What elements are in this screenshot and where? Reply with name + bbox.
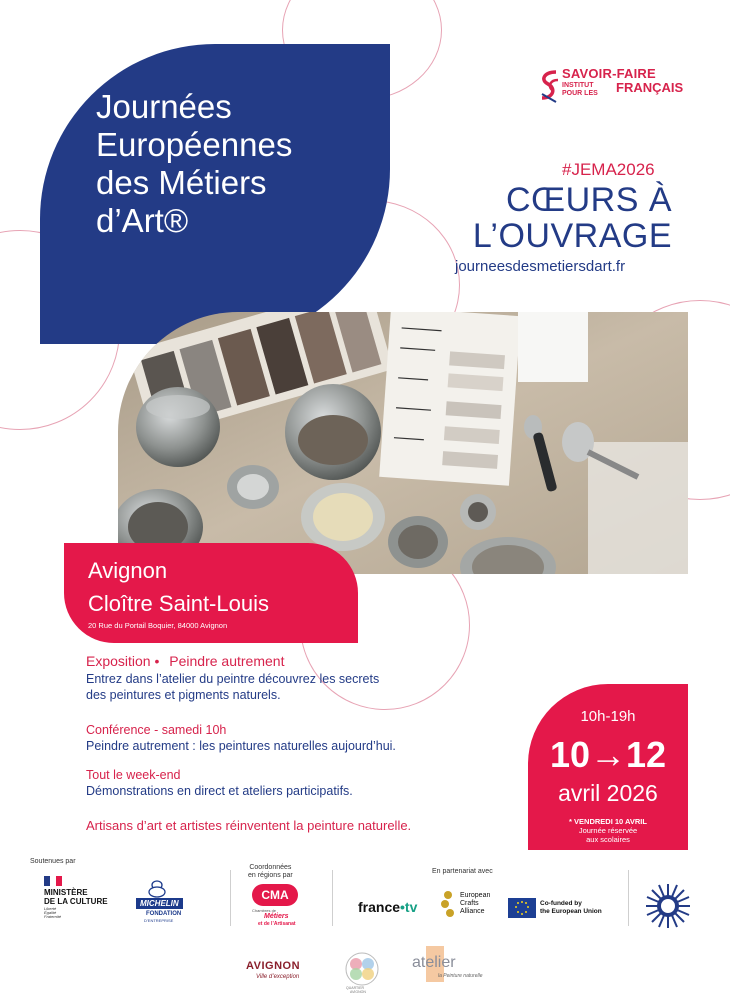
weekend-desc: Démonstrations en direct et ateliers participatifs. — [86, 784, 353, 798]
school-day-note-line1: Journée réservée — [578, 826, 638, 835]
france-tv-dot: •tv — [400, 899, 418, 915]
ministere-line2: DE LA CULTURE — [44, 897, 108, 906]
workshop-photo — [118, 312, 688, 574]
france-tv-wordmark: france — [358, 899, 401, 915]
eca-line1: European — [460, 892, 491, 899]
michelin-man-icon — [146, 880, 168, 898]
french-flag-icon — [44, 876, 62, 886]
fondation-line1: FONDATION — [146, 911, 182, 917]
address: 20 Rue du Portail Boquier, 84000 Avignon — [88, 621, 228, 630]
fondation-line2: D’ENTREPRISE — [144, 918, 174, 923]
paint-workshop-illustration — [118, 312, 688, 574]
savoir-faire-swirl-icon — [538, 68, 560, 106]
school-day-note — [528, 826, 688, 844]
title-line: d’Art® — [96, 202, 189, 239]
venue: Cloître Saint-Louis — [88, 591, 269, 616]
avignon-sub: Ville d’exception — [256, 974, 300, 980]
cma-logo — [252, 884, 312, 928]
conference-label: Conférence - samedi 10h — [86, 723, 227, 737]
cma-wordmark: CMA — [252, 884, 298, 906]
logo-line3: FRANÇAIS — [616, 80, 684, 95]
atelier-logo — [412, 946, 492, 986]
coordinated-label-line2: en régions par — [248, 872, 293, 879]
slogan-line1: CŒURS À — [506, 181, 672, 219]
hashtag: #JEMA2026 — [562, 160, 655, 179]
school-day-note-title: * VENDREDI 10 AVRIL — [569, 817, 647, 826]
event-title — [96, 88, 292, 240]
city: Avignon — [88, 558, 168, 583]
ministere-motto1: Liberté — [44, 906, 57, 911]
logo-line2 — [562, 82, 598, 98]
exposition-heading — [86, 654, 284, 669]
partnership-label: En partenariat avec — [432, 868, 493, 875]
footer-divider — [628, 870, 629, 926]
michelin-fondation-logo — [136, 880, 222, 924]
exposition-title: Peindre autrement — [169, 653, 285, 669]
starburst-seal-icon — [644, 882, 692, 930]
slogan — [466, 182, 672, 254]
date-range: 10→12 — [549, 734, 667, 775]
logo-line2a: INSTITUT — [562, 82, 594, 89]
opening-hours: 10h-19h — [580, 708, 636, 725]
ministere-motto3: Fraternité — [44, 914, 62, 919]
coordinated-label — [248, 864, 293, 880]
eca-line2: Crafts — [460, 900, 479, 907]
michelin-wordmark: MICHELIN — [136, 898, 183, 909]
conference-desc: Peindre autrement : les peintures naturelles aujourd’hui. — [86, 739, 396, 753]
title-line: Européennes — [96, 126, 293, 163]
quartier-emblem-icon — [342, 952, 382, 986]
exposition-desc-line1: Entrez dans l’atelier du peintre découvrez les secrets — [86, 672, 380, 686]
avignon-logo — [246, 960, 316, 988]
month-year: avril 2026 — [558, 780, 658, 806]
exposition-desc-line2: des peintures et pigments naturels. — [86, 688, 281, 702]
france-tv-logo — [358, 899, 417, 915]
ministere-culture-logo — [44, 876, 124, 919]
european-crafts-alliance-logo — [440, 890, 504, 924]
crafts-alliance-icon — [440, 890, 456, 922]
savoir-faire-logo — [538, 66, 684, 110]
website-link[interactable]: journeesdesmetiersdart.fr — [455, 258, 626, 275]
coordinated-label-line1: Coordonnées — [249, 864, 292, 871]
cma-sub1: Chambres de — [252, 908, 277, 913]
title-line: des Métiers — [96, 164, 267, 201]
ministere-line1: MINISTÈRE — [44, 888, 88, 897]
avignon-wordmark: AVIGNON — [246, 960, 301, 972]
eu-line2: the European Union — [540, 908, 602, 915]
logo-line2b: POUR LES — [562, 90, 598, 97]
cma-sub2: Métiers — [264, 913, 289, 920]
atelier-wordmark: atelier — [412, 954, 456, 971]
quartier-sub: AVIGNON — [350, 990, 366, 994]
slogan-line2: L’OUVRAGE — [472, 217, 672, 255]
quartier-logo — [342, 952, 382, 996]
weekend-label: Tout le week-end — [86, 768, 181, 782]
footer-divider — [230, 870, 231, 926]
tagline: Artisans d’art et artistes réinventent la peinture naturelle. — [86, 818, 412, 833]
atelier-sub: la Peinture naturelle — [438, 973, 483, 979]
footer-divider — [332, 870, 333, 926]
title-line: Journées — [96, 88, 232, 125]
quartier-label: QUARTIER — [346, 986, 365, 990]
school-day-note-line2: aux scolaires — [586, 835, 630, 844]
logo-line1: SAVOIR-FAIRE — [562, 66, 656, 81]
exposition-label: Exposition • — [86, 653, 160, 669]
ministere-motto2: Égalité — [44, 910, 57, 915]
cma-sub3: et de l’Artisanat — [258, 921, 296, 927]
eca-line3: Alliance — [460, 908, 485, 915]
supported-by-label: Soutenues par — [30, 858, 76, 865]
eu-cofunded-logo — [508, 898, 620, 920]
eu-line1: Co-funded by — [540, 900, 582, 907]
eu-flag-icon — [508, 898, 536, 918]
